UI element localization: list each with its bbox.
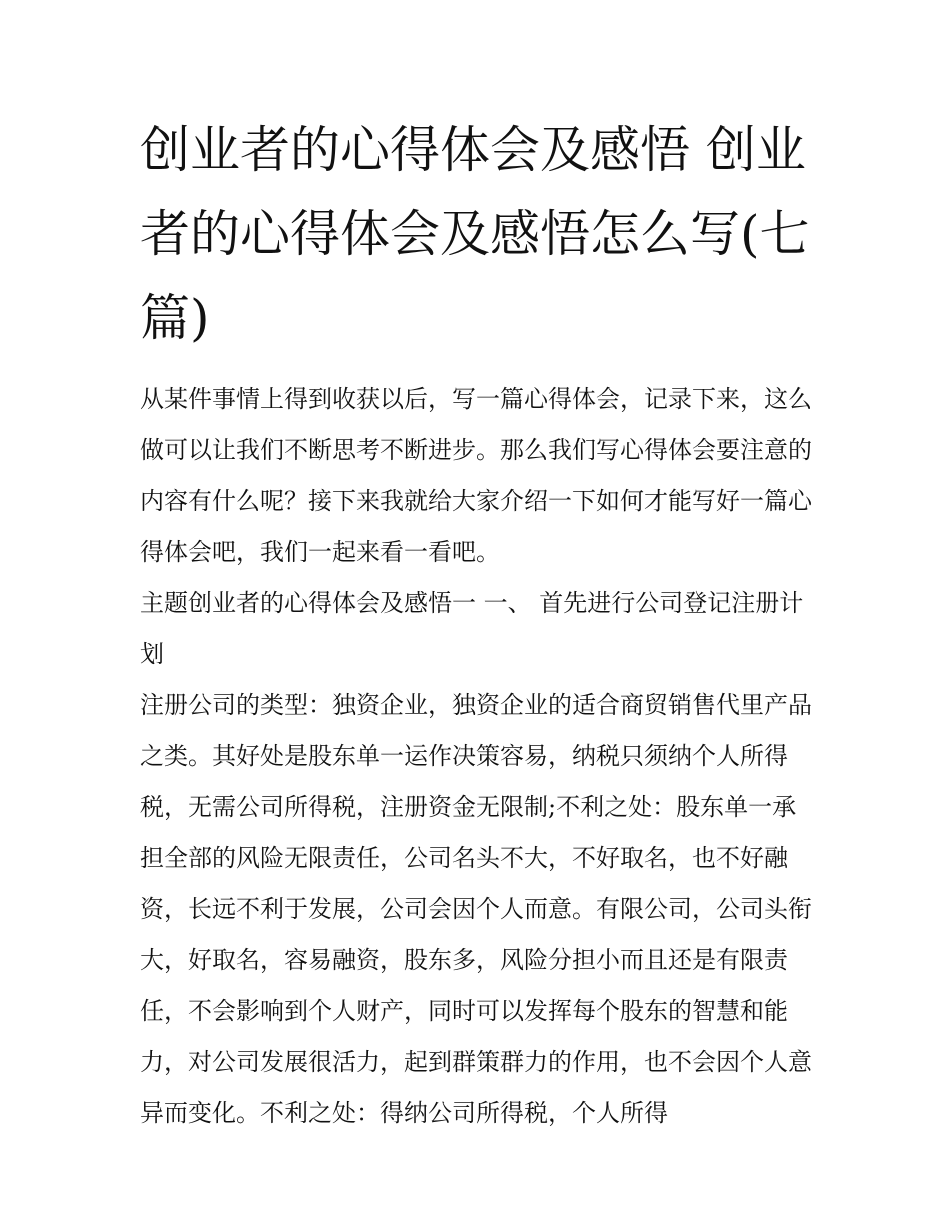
- body-paragraph: 注册公司的类型：独资企业，独资企业的适合商贸销售代里产品之类。其好处是股东单一运作决策容易，纳税只须纳个人所得税，无需公司所得税，注册资金无限制;不利之处：股东单一承担全部的风险无限责任，公司名头不大，不好取名，也不好融资，长远不利于发展，公司会因个人而意。有限公司，公司头衔大，好取名，容易融资，股东多，风险分担小而且还是有限责任，不会影响到个人财产，同时可以发挥每个股东的智慧和能力，对公司发展很活力，起到群策群力的作用，也不会因个人意异而变化。不利之处：得纳公司所得税，个人所得: [140, 691, 812, 1127]
- section-heading-paragraph: 主题创业者的心得体会及感悟一 一、 首先进行公司登记注册计划: [140, 589, 804, 668]
- document-title: 创业者的心得体会及感悟 创业者的心得体会及感悟怎么写(七篇): [140, 121, 810, 347]
- document-page: [140, 108, 812, 1139]
- intro-paragraph: 从某件事情上得到收获以后，写一篇心得体会，记录下来，这么做可以让我们不断思考不断进步。那么我们写心得体会要注意的内容有什么呢？接下来我就给大家介绍一下如何才能写好一篇心得体会吧，我们一起来看一看吧。: [140, 385, 812, 566]
